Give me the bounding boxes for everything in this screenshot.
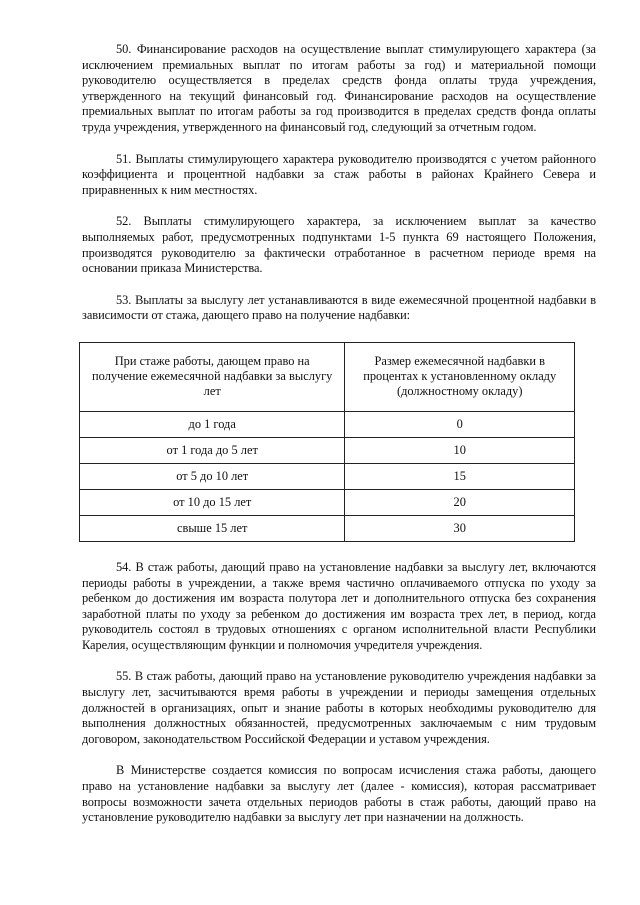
table-cell-period: до 1 года <box>80 411 345 437</box>
paragraph-52: 52. Выплаты стимулирующего характера, за исключением выплат за качество выполняемых работ, предусмотренных подпунктами 1-5 пункта 69 настоящего Положения, производятся руководителю за фактически отработанное в расчетном периоде время на основании приказа Министерства. <box>82 214 596 276</box>
table-cell-period: от 10 до 15 лет <box>80 489 345 515</box>
paragraph-50: 50. Финансирование расходов на осуществление выплат стимулирующего характера (за исключением премиальных выплат по итогам работы за год) и материальной помощи руководителю осуществляется в пределах средств фонда оплаты труда учреждения, утвержденного на текущий финансовый год. Финансирование расходов на осуществление премиальных выплат по итогам работы за год производится в пределах средств фонда оплаты труда учреждения, утвержденного на финансовый год, следующий за отчетным годом. <box>82 42 596 134</box>
table-cell-percent: 10 <box>345 437 575 463</box>
table-header-row <box>80 342 575 411</box>
table-cell-period: от 1 года до 5 лет <box>80 437 345 463</box>
table-header-percent: Размер ежемесячной надбавки в процентах к установленному окладу (должностному окладу) <box>345 342 575 411</box>
paragraph-51: 51. Выплаты стимулирующего характера руководителю производятся с учетом районного коэффициента и процентной надбавки за стаж работы в районах Крайнего Севера и приравненных к ним местностях. <box>82 151 596 197</box>
paragraph-55: 55. В стаж работы, дающий право на установление руководителю учреждения надбавки за выслугу лет, засчитываются время работы в учреждении и периоды замещения отдельных должностей в организациях, опыт и знание работы в которых необходимы руководителю для выполнения должностных обязанностей, предусмотренных заключаемым с ним трудовым договором, законодательством Российской Федерации и уставом учреждения. <box>82 669 596 746</box>
paragraph-commission: В Министерстве создается комиссия по вопросам исчисления стажа работы, дающего право на установление надбавки за выслугу лет (далее - комиссия), которая рассматривает вопросы возможности зачета отдельных периодов работы в стаж работы, дающий право на установление руководителю надбавки за выслугу лет при назначении на должность. <box>82 763 596 825</box>
table-header-period: При стаже работы, дающем право на получение ежемесячной надбавки за выслугу лет <box>80 342 345 411</box>
table-cell-percent: 15 <box>345 463 575 489</box>
table-row <box>80 515 575 541</box>
paragraph-54: 54. В стаж работы, дающий право на установление надбавки за выслугу лет, включаются периоды работы в учреждении, а также время частично оплачиваемого отпуска по уходу за ребенком до достижения им возраста полутора лет и дополнительного отпуска без сохранения заработной платы по уходу за ребенком до достижения им возраста трех лет, в период, когда руководитель состоял в трудовых отношениях с органом исполнительной власти Республики Карелия, осуществляющим функции и полномочия учредителя учреждения. <box>82 559 596 652</box>
seniority-bonus-table <box>79 342 575 542</box>
table-cell-period: свыше 15 лет <box>80 515 345 541</box>
table-row <box>80 437 575 463</box>
table-row <box>80 463 575 489</box>
table-cell-percent: 20 <box>345 489 575 515</box>
table-cell-period: от 5 до 10 лет <box>80 463 345 489</box>
paragraph-53: 53. Выплаты за выслугу лет устанавливаются в виде ежемесячной процентной надбавки в зависимости от стажа, дающего право на получение надбавки: <box>82 292 596 323</box>
table-cell-percent: 30 <box>345 515 575 541</box>
table-row <box>80 411 575 437</box>
table-row <box>80 489 575 515</box>
table-cell-percent: 0 <box>345 411 575 437</box>
